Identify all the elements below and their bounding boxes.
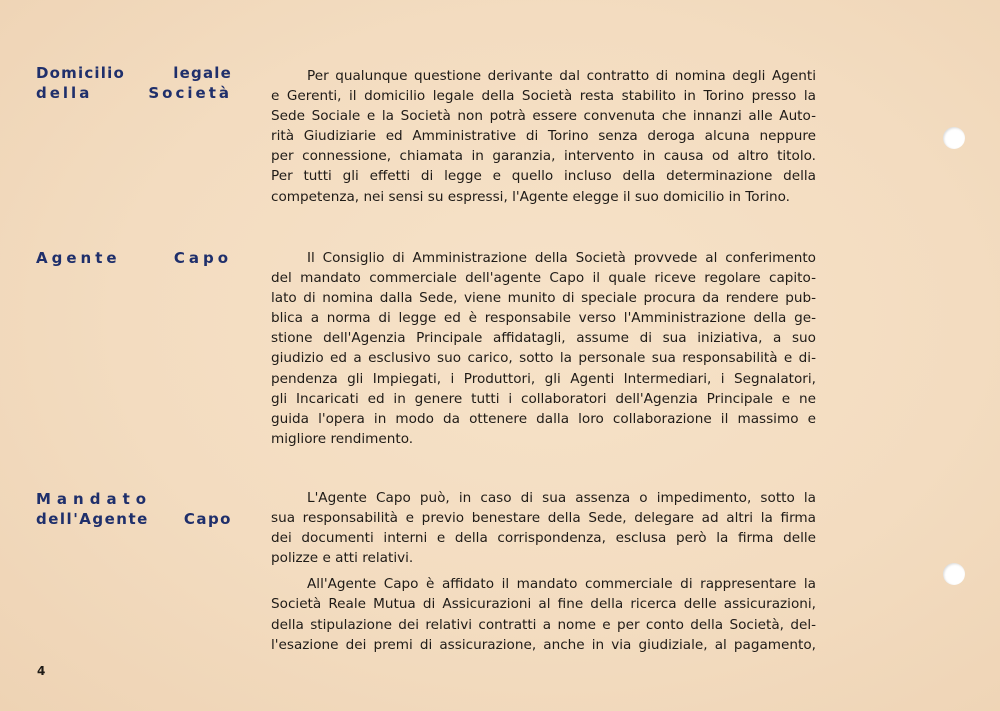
text-line: Per qualunque questione derivante dal contratto di nomina degli Agenti (307, 68, 816, 84)
text-line: l'esazione dei premi di assicurazione, anche in via giudiziale, al pagamento, (271, 636, 816, 653)
text-line: competenza, nei sensi su espressi, l'Agente elegge il suo domicilio in Torino. (271, 188, 790, 205)
text-line: Per tutti gli effetti di legge e quello incluso della determinazione della (271, 168, 816, 185)
text-line: pendenza gli Impiegati, i Produttori, gli Agenti Intermediari, i Segnalatori, (271, 370, 816, 387)
section-body-mandato (271, 488, 816, 655)
section-heading-agente-capo (36, 248, 232, 268)
text-line: blica a norma di legge ed è responsabile verso l'Amministrazione della ge- (271, 310, 816, 327)
text-line: giudizio ed a esclusivo suo carico, sotto la personale sua responsabilità e di- (271, 350, 816, 367)
section-heading-mandato (36, 489, 232, 529)
text-line: L'Agente Capo può, in caso di sua assenza o impedimento, sotto la (307, 490, 816, 506)
punch-hole (943, 563, 965, 585)
text-line: dei documenti interni e della corrispondenza, esclusa però la firma delle (271, 530, 816, 547)
text-line: sua responsabilità e previo benestare della Sede, delegare ad altri la firma (271, 510, 816, 527)
text-line: Sede Sociale e la Società non potrà essere convenuta che innanzi alle Auto- (271, 108, 816, 125)
text-line: All'Agente Capo è affidato il mandato commerciale di rappresentare la (307, 576, 816, 593)
text-line: migliore rendimento. (271, 430, 414, 447)
heading-line: Agente Capo (36, 249, 232, 267)
heading-line: Domicilio legale (36, 64, 232, 82)
text-line: della stipulazione dei relativi contratti a nome e per conto della Società, del- (271, 616, 816, 633)
heading-line: dell'Agente Capo (36, 510, 232, 528)
punch-hole (943, 127, 965, 149)
text-line: lato di nomina dalla Sede, viene munito di speciale procura da rendere pub- (271, 290, 816, 307)
text-line: rità Giudiziarie ed Amministrative di Torino senza deroga alcuna neppure (271, 128, 816, 145)
text-line: per connessione, chiamata in garanzia, intervento in causa od altro titolo. (271, 148, 816, 165)
text-line: Società Reale Mutua di Assicurazioni al fine della ricerca delle assicurazioni, (271, 596, 816, 613)
text-line: Il Consiglio di Amministrazione della Società provvede al conferimento (307, 250, 816, 266)
page-number: 4 (37, 664, 46, 678)
text-line: guida l'opera in modo da ottenere dalla loro collaborazione il massimo e (271, 410, 816, 427)
section-body-domicilio (271, 66, 816, 207)
text-line: polizze e atti relativi. (271, 550, 414, 567)
heading-line: Mandato (36, 490, 153, 508)
text-line: e Gerenti, il domicilio legale della Società resta stabilito in Torino presso la (271, 88, 816, 105)
text-line: stione dell'Agenzia Principale affidatagli, assume di sua iniziativa, a suo (271, 330, 816, 347)
section-body-agente-capo (271, 248, 816, 449)
section-heading-domicilio (36, 63, 232, 103)
text-line: del mandato commerciale dell'agente Capo il quale riceve regolare capito- (271, 270, 816, 287)
heading-line: della Società (36, 84, 232, 102)
text-line: gli Incaricati ed in genere tutti i collaboratori dell'Agenzia Principale e ne (271, 390, 816, 407)
